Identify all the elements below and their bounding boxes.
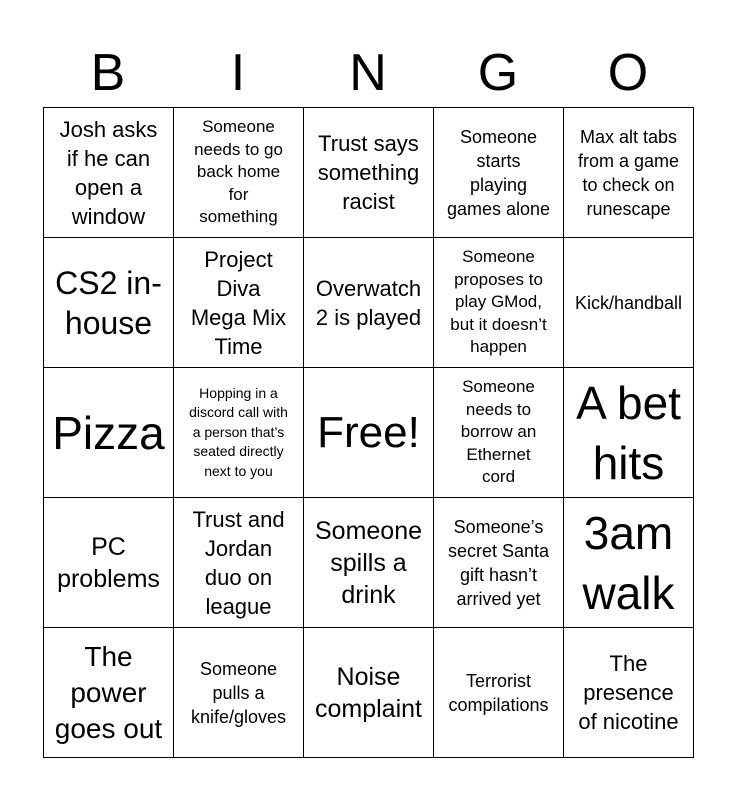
cell-text: Someone starts playing games alone — [446, 126, 551, 219]
bingo-grid — [43, 107, 694, 758]
bingo-cell[interactable] — [174, 238, 304, 368]
cell-text: Pizza — [52, 406, 165, 459]
bingo-cell[interactable] — [44, 108, 174, 238]
cell-text: Hopping in a discord call with a person that’s seated directly next to you — [189, 384, 288, 479]
bingo-cell[interactable] — [564, 368, 694, 498]
cell-text: Someone needs to borrow an Ethernet cord — [460, 377, 537, 487]
cell-text: Project Diva Mega Mix Time — [190, 246, 287, 359]
bingo-cell[interactable] — [174, 108, 304, 238]
cell-text: Someone spills a drink — [314, 516, 423, 609]
bingo-cell[interactable] — [304, 108, 434, 238]
bingo-cell[interactable] — [434, 368, 564, 498]
bingo-cell[interactable] — [304, 238, 434, 368]
cell-text: Noise complaint — [315, 662, 422, 723]
bingo-cell[interactable] — [44, 628, 174, 758]
cell-text: Someone pulls a knife/gloves — [190, 658, 287, 727]
cell-text: CS2 in- house — [55, 264, 162, 341]
bingo-cell[interactable] — [44, 368, 174, 498]
bingo-cell[interactable] — [174, 498, 304, 628]
bingo-cell[interactable] — [564, 108, 694, 238]
bingo-cell[interactable] — [434, 108, 564, 238]
bingo-cell[interactable] — [564, 238, 694, 368]
cell-text: Max alt tabs from a game to check on runescape — [577, 126, 680, 219]
bingo-cell[interactable] — [304, 628, 434, 758]
cell-text: Someone needs to go back home for something — [194, 117, 283, 227]
bingo-cell[interactable] — [564, 628, 694, 758]
header-letter-b: B — [90, 44, 126, 102]
cell-text: PC problems — [57, 532, 160, 593]
cell-text: The power goes out — [54, 640, 163, 744]
header-letter-i: I — [230, 44, 246, 102]
header-letter-g: G — [477, 44, 519, 102]
cell-text: Trust and Jordan duo on league — [192, 506, 285, 619]
bingo-cell[interactable] — [434, 238, 564, 368]
cell-text: Someone’s secret Santa gift hasn’t arrived yet — [447, 516, 550, 609]
cell-text: Overwatch 2 is played — [315, 275, 422, 330]
cell-text: Trust says something racist — [317, 131, 420, 214]
cell-text: Someone proposes to play GMod, but it doesn’t happen — [450, 247, 547, 357]
bingo-cell[interactable] — [174, 628, 304, 758]
bingo-cell[interactable] — [564, 498, 694, 628]
bingo-header — [43, 40, 693, 106]
cell-text: Kick/handball — [574, 292, 683, 313]
header-letter-n: N — [349, 44, 387, 102]
cell-text: A bet hits — [576, 376, 681, 489]
header-letter-o: O — [607, 44, 649, 102]
bingo-cell[interactable] — [44, 238, 174, 368]
cell-text: 3am walk — [582, 506, 675, 619]
bingo-cell[interactable] — [434, 628, 564, 758]
bingo-cell[interactable] — [174, 368, 304, 498]
bingo-cell[interactable] — [434, 498, 564, 628]
cell-text: Terrorist compilations — [448, 670, 549, 715]
cell-text: Josh asks if he can open a window — [59, 116, 158, 229]
free-space-text: Free! — [317, 407, 420, 457]
bingo-cell[interactable] — [304, 498, 434, 628]
free-space-cell[interactable] — [304, 368, 434, 498]
bingo-cell[interactable] — [44, 498, 174, 628]
cell-text: The presence of nicotine — [578, 651, 679, 734]
